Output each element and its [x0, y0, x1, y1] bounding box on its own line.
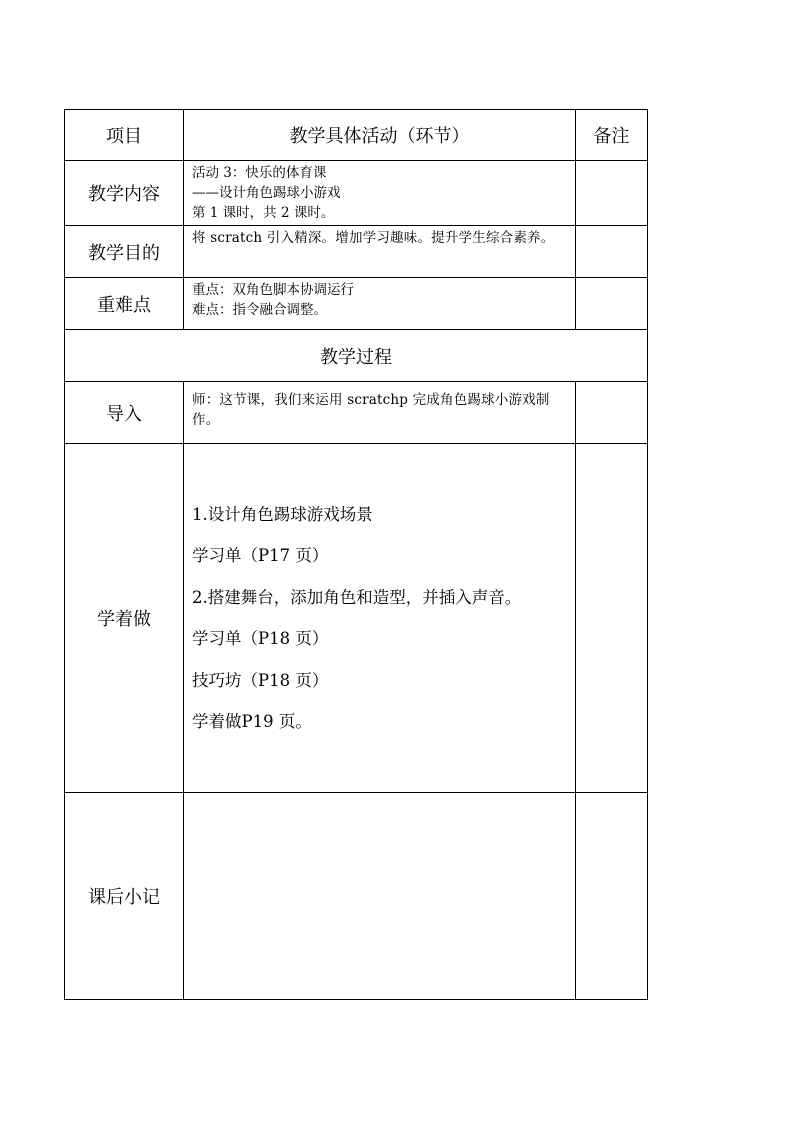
learn-do-line-6: 学着做P19 页。: [192, 712, 312, 731]
content-line-3: 第 1 课时，共 2 课时。: [192, 205, 335, 221]
reflection-notes: [576, 793, 648, 1000]
content-cell: [184, 161, 576, 226]
intro-cell: [184, 382, 576, 444]
content-line-2: ——设计角色踢球小游戏: [192, 185, 341, 201]
lesson-plan-table: [64, 109, 648, 1000]
key-point-line-1: 重点：双角色脚本协调运行: [192, 282, 354, 298]
objective-text: 将 scratch 引入精深。增加学习趣味。提升学生综合素养。: [192, 230, 555, 246]
reflection-label: 课后小记: [65, 793, 184, 1000]
intro-label: 导入: [65, 382, 184, 444]
process-title: 教学过程: [65, 330, 648, 382]
key-points-cell: [184, 278, 576, 330]
key-points-label: 重难点: [65, 278, 184, 330]
header-row: [65, 110, 648, 161]
reflection-cell: [184, 793, 576, 1000]
learn-do-cell: [184, 444, 576, 793]
learn-do-line-4: 学习单（P18 页）: [192, 629, 329, 648]
content-line-1: 活动 3：快乐的体育课: [192, 165, 327, 181]
objective-notes: [576, 226, 648, 278]
key-points-row: [65, 278, 648, 330]
learn-do-line-1: 1.设计角色踢球游戏场景: [192, 504, 373, 524]
learn-do-line-5: 技巧坊（P18 页）: [192, 670, 329, 690]
objective-label: 教学目的: [65, 226, 184, 278]
learn-do-notes: [576, 444, 648, 793]
objective-cell: [184, 226, 576, 278]
key-points-notes: [576, 278, 648, 330]
header-item: 项目: [65, 110, 184, 161]
intro-notes: [576, 382, 648, 444]
content-notes: [576, 161, 648, 226]
learn-do-line-2: 学习单（P17 页）: [192, 546, 329, 565]
header-notes: 备注: [576, 110, 648, 161]
intro-text: 师：这节课，我们来运用 scratchp 完成角色踢球小游戏制作。: [192, 392, 550, 428]
content-label: 教学内容: [65, 161, 184, 226]
process-title-row: [65, 330, 648, 382]
key-point-line-2: 难点：指令融合调整。: [192, 302, 327, 318]
learn-do-row: [65, 444, 648, 793]
content-row: [65, 161, 648, 226]
learn-do-label: 学着做: [65, 444, 184, 793]
objective-row: [65, 226, 648, 278]
reflection-row: [65, 793, 648, 1000]
learn-do-line-3: 2.搭建舞台，添加角色和造型，并插入声音。: [192, 587, 522, 607]
header-activity: 教学具体活动（环节）: [184, 110, 576, 161]
intro-row: [65, 382, 648, 444]
